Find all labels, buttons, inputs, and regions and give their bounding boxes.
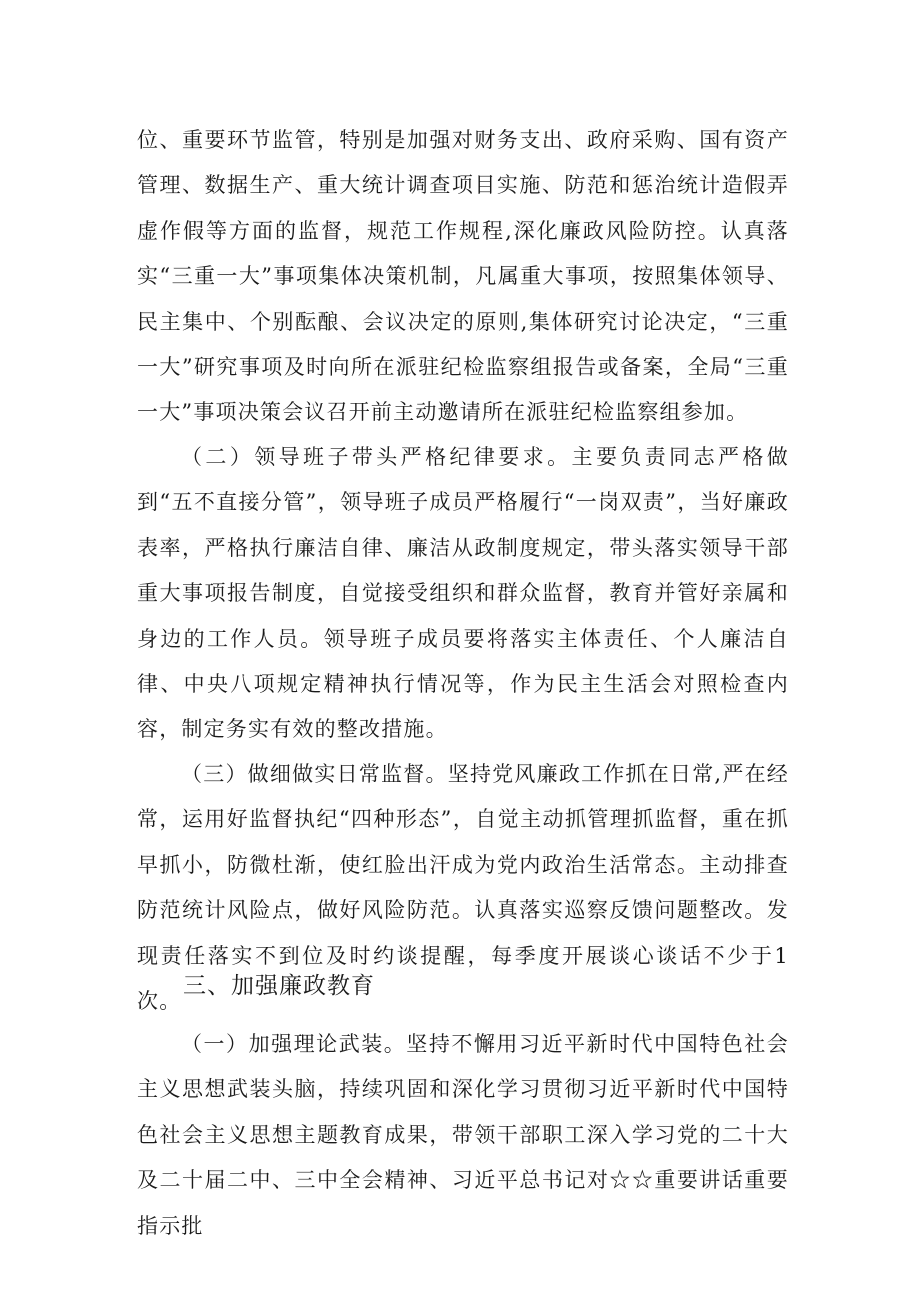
paragraph-daily-supervision: （三）做细做实日常监督。坚持党风廉政工作抓在日常,严在经常，运用好监督执纪“四种形态”，自觉主动抓管理抓监督，重在抓早抓小，防微杜渐，使红脸出汗成为党内政治生活常态。主动排查防范统计风险点，做好风险防范。认真落实巡察反馈问题整改。发现责任落实不到位及时约谈提醒，每季度开展谈心谈话不少于1次。 [137,762,789,1014]
paragraph-leadership-discipline: （二）领导班子带头严格纪律要求。主要负责同志严格做到“五不直接分管”，领导班子成员严格履行“一岗双责”，当好廉政表率，严格执行廉洁自律、廉洁从政制度规定，带头落实领导干部重大事项报告制度，自觉接受组织和群众监督，教育并管好亲属和身边的工作人员。领导班子成员要将落实主体责任、个人廉洁自律、中央八项规定精神执行情况等，作为民主生活会对照检查内容，制定务实有效的整改措施。 [137,445,789,742]
section-heading: 三、加强廉政教育 [183,973,375,999]
paragraph-theory-study: （一）加强理论武装。坚持不懈用习近平新时代中国特色社会主义思想武装头脑，持续巩固和深化学习贯彻习近平新时代中国特色社会主义思想主题教育成果，带领干部职工深入学习党的二十大及二十届二中、三中全会精神、习近平总书记对☆☆重要讲话重要指示批 [137,1032,789,1238]
paragraph-supervision-key-links: 位、重要环节监管，特别是加强对财务支出、政府采购、国有资产管理、数据生产、重大统计调查项目实施、防范和惩治统计造假弄虚作假等方面的监督，规范工作规程,深化廉政风险防控。认真落实“三重一大”事项集体决策机制，凡属重大事项，按照集体领导、民主集中、个别酝酿、会议决定的原则,集体研究讨论决定，“三重一大”研究事项及时向所在派驻纪检监察组报告或备案，全局“三重一大”事项决策会议召开前主动邀请所在派驻纪检监察组参加。 [137,128,789,425]
